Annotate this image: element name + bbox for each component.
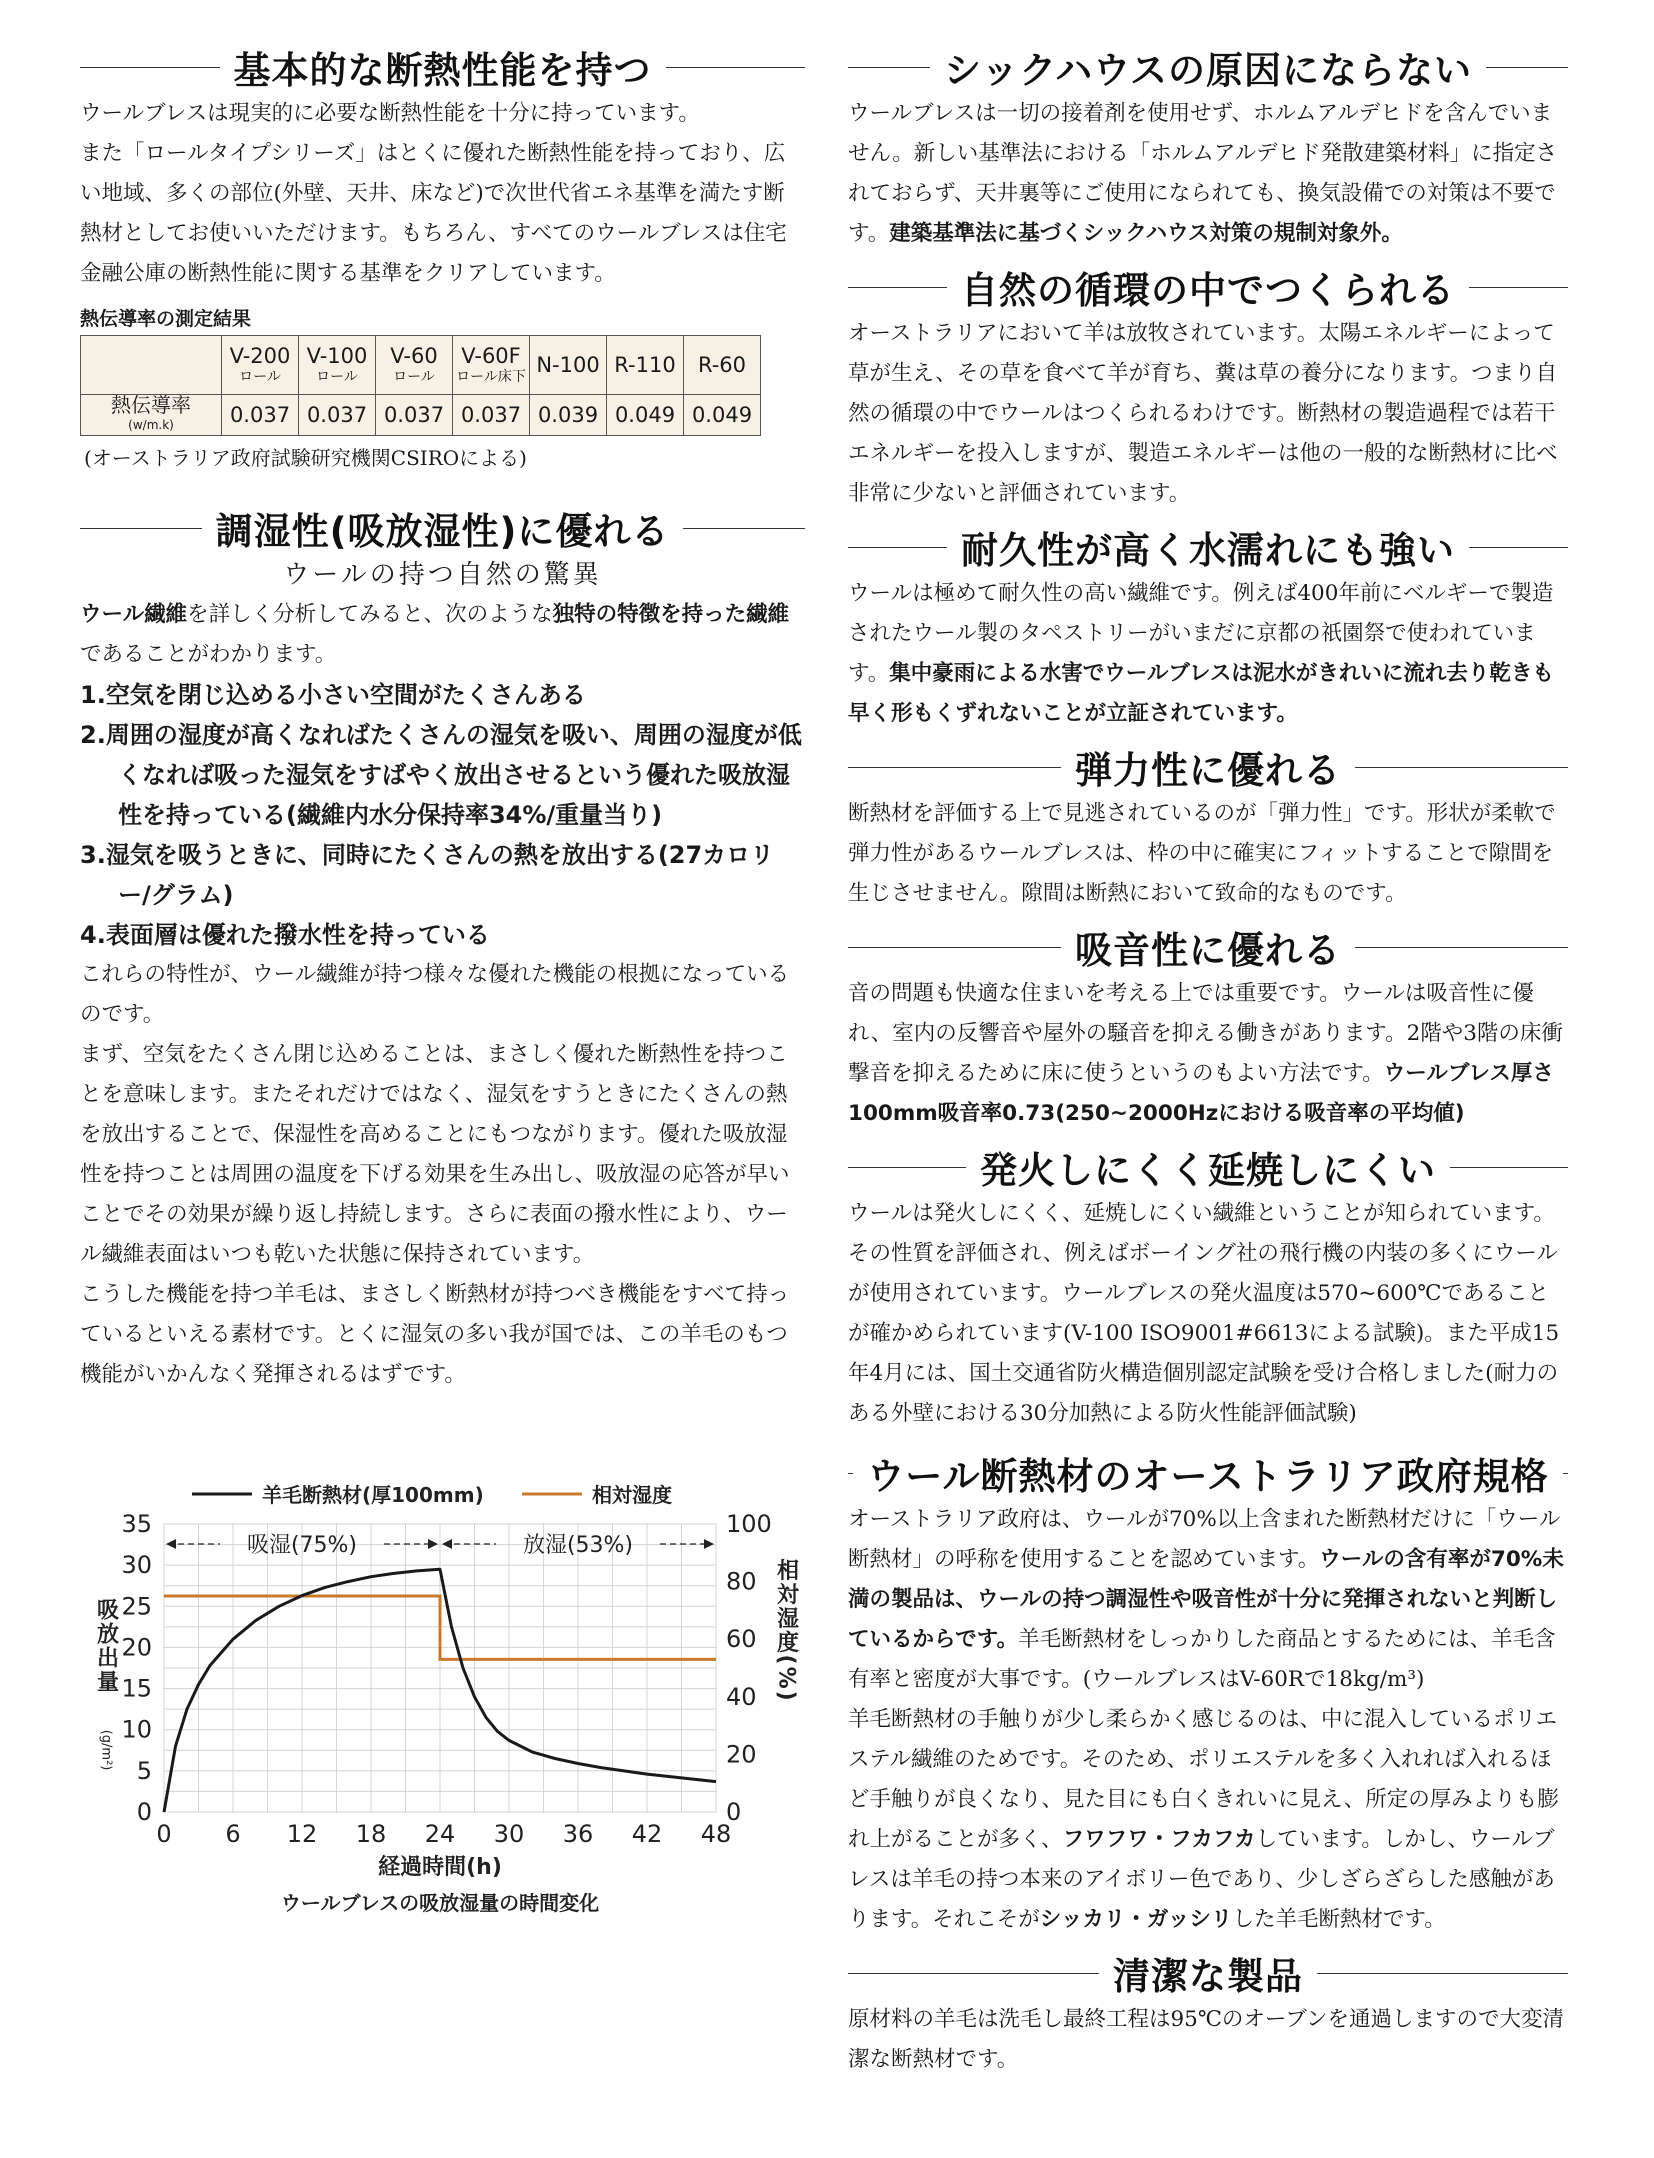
row-unit: (w/m.k) <box>128 418 174 432</box>
table-title: 熱伝導率の測定結果 <box>80 308 252 330</box>
text-run: 音の問題も快適な住まいを考える上では重要です。ウールは吸音性に優れ、室内の反響音や屋外の騒音を抑える働きがあります。2階や3階の床衝撃音を抑えるために床に使うというのもよい方法です。 <box>848 981 1563 1086</box>
section-title: 耐久性が高く水濡れにも強い <box>961 529 1455 572</box>
rule-line <box>848 287 947 288</box>
section-heading <box>848 40 1568 94</box>
x-tick-label: 36 <box>562 1820 594 1848</box>
x-tick-label: 0 <box>156 1820 172 1848</box>
model-name: N-100 <box>536 353 600 377</box>
model-type: ロール <box>393 369 435 385</box>
rule-line <box>848 67 930 68</box>
legend-label: 羊毛断熱材(厚100mm) <box>262 1483 484 1507</box>
section-heading <box>848 1446 1568 1500</box>
paragraph: これらの特性が、ウール繊維が持つ様々な優れた機能の根拠になっているのです。 <box>80 962 790 1027</box>
section-title: シックハウスの原因にならない <box>944 49 1472 92</box>
section-subtitle: ウールの持つ自然の驚異 <box>283 560 602 590</box>
section-title: ウール断熱材のオーストラリア政府規格 <box>867 1455 1549 1498</box>
section-title: 調湿性(吸放湿性)に優れる <box>215 510 670 553</box>
model-name: R-110 <box>614 353 676 377</box>
paragraph: ウールブレスは現実的に必要な断熱性能を十分に持っています。 <box>80 101 700 126</box>
conductivity-table <box>80 335 761 436</box>
text-run: ウールブレスは一切の接着剤を使用せず、ホルムアルデヒドを含んでいません。新しい基準法における「ホルムアルデヒド発散建築材料」に指定されておらず、天井裏等にご使用になられても、換気設備での対策は不要です。 <box>848 101 1558 246</box>
bold-text: ウールブレス厚さ100mm吸音率0.73(250~2000Hzにおける吸音率の平均値) <box>848 1061 1554 1126</box>
rule-line <box>848 547 947 548</box>
y-left-tick-label: 5 <box>136 1756 152 1785</box>
list-item: 4.表面層は優れた撥水性を持っている <box>80 921 490 949</box>
text-run: した羊毛断熱材です。 <box>1232 1907 1446 1932</box>
paragraph <box>848 94 1568 254</box>
model-header <box>299 336 376 395</box>
conductivity-value: 0.039 <box>530 395 607 436</box>
y-right-axis-title: 相対湿度(%) <box>773 1558 799 1703</box>
y-left-tick-label: 35 <box>121 1510 152 1538</box>
moisture-chart <box>80 1480 810 1940</box>
y-right-tick-label: 20 <box>726 1740 757 1769</box>
phase-label: 吸湿(75%) <box>246 1533 358 1558</box>
model-header <box>376 336 453 395</box>
conductivity-value: 0.037 <box>453 395 530 436</box>
rule-line <box>666 67 806 68</box>
rule-line <box>1469 547 1568 548</box>
y-left-tick-label: 10 <box>121 1715 152 1744</box>
conductivity-value: 0.037 <box>299 395 376 436</box>
model-name: V-100 <box>306 344 368 368</box>
conductivity-value: 0.049 <box>684 395 761 436</box>
section-title: 基本的な断熱性能を持つ <box>233 49 652 92</box>
section-heading <box>848 1946 1568 2000</box>
bold-text: 集中豪雨による水害でウールブレスは泥水がきれいに流れ去り乾きも早く形もくずれないことが立証されています。 <box>848 661 1554 726</box>
section-heading <box>80 40 805 94</box>
legend-label: 相対湿度 <box>592 1483 672 1507</box>
y-left-axis-unit: (g/m²) <box>98 1729 114 1771</box>
bold-text: 独特の特徴を持った繊維 <box>552 602 790 627</box>
x-tick-label: 30 <box>493 1820 525 1848</box>
chart-caption: ウールブレスの吸放湿量の時間変化 <box>280 1891 600 1915</box>
paragraph: また「ロールタイプシリーズ」はとくに優れた断熱性能を持っており、広い地域、多くの部位(外壁、天井、床など)で次世代省エネ基準を満たす断熱材としてお使いいただけます。もちろん、すべてのウールブレスは住宅金融公庫の断熱性能に関する基準をクリアしています。 <box>80 141 787 286</box>
text-run: ウールは極めて耐久性の高い繊維です。例えば400年前にベルギーで製造されたウール製のタペストリーがいまだに京都の祇園祭で使われています。 <box>848 581 1554 686</box>
text-run: を詳しく分析してみると、次のような <box>187 602 553 627</box>
paragraph: こうした機能を持つ羊毛は、まさしく断熱材が持つべき機能をすべて持っているといえる素材です。とくに湿気の多い我が国では、この羊毛のもつ機能がいかんなく発揮されるはずです。 <box>80 1282 790 1387</box>
table-note: (オーストラリア政府試験研究機関CSIROによる) <box>84 446 527 470</box>
conductivity-value: 0.037 <box>222 395 299 436</box>
rule-line <box>848 1167 966 1168</box>
rule-line <box>80 67 220 68</box>
model-name: R-60 <box>697 353 747 377</box>
rule-line <box>848 947 1061 948</box>
x-tick-label: 6 <box>225 1820 241 1848</box>
text-run: 羊毛断熱材をしっかりした商品とするためには、羊毛含有率と密度が大事です。(ウールブレスはV-60Rで18kg/m³) <box>848 1627 1556 1692</box>
y-left-tick-label: 30 <box>121 1551 152 1580</box>
list-item: 1.空気を閉じ込める小さい空間がたくさんある <box>80 681 586 709</box>
model-type: ロール <box>316 369 358 385</box>
row-header <box>81 395 222 436</box>
model-type: ロール <box>239 369 281 385</box>
rule-line <box>683 528 805 529</box>
phase-label: 放湿(53%) <box>522 1533 634 1558</box>
paragraph <box>848 1500 1568 1700</box>
y-left-tick-label: 0 <box>136 1798 152 1826</box>
right-column <box>848 0 1568 2080</box>
section-heading <box>848 520 1568 574</box>
section-title: 自然の循環の中でつくられる <box>961 269 1455 312</box>
paragraph <box>848 974 1568 1134</box>
section-title: 弾力性に優れる <box>1075 749 1341 792</box>
x-tick-label: 18 <box>355 1820 387 1848</box>
y-left-axis-title: 吸放出量 <box>93 1598 119 1695</box>
model-header <box>607 336 684 395</box>
text-run: であることがわかります。 <box>80 642 337 667</box>
bold-text: ウールの含有率が70%未満の製品は、ウールの持つ調湿性や吸音性が十分に発揮されないと判断しているからです。 <box>848 1547 1564 1652</box>
y-right-tick-label: 0 <box>726 1798 742 1826</box>
section-heading <box>848 740 1568 794</box>
rule-line <box>1469 287 1568 288</box>
bold-text: シッカリ・ガッシリ <box>1039 1907 1233 1932</box>
y-right-tick-label: 100 <box>726 1510 772 1538</box>
rule-line <box>80 528 202 529</box>
left-column <box>80 0 805 1395</box>
model-header <box>453 336 530 395</box>
y-left-tick-label: 25 <box>121 1592 152 1621</box>
rule-line <box>1486 67 1568 68</box>
y-left-tick-label: 15 <box>121 1674 152 1703</box>
section-title: 発火しにくく延焼しにくい <box>980 1149 1436 1192</box>
list-item: 3.湿気を吸うときに、同時にたくさんの熱を放出する(27カロリー/グラム) <box>80 841 775 909</box>
bold-text: 建築基準法に基づくシックハウス対策の規制対象外。 <box>889 221 1403 246</box>
rule-line <box>1317 1973 1568 1974</box>
model-name: V-60F <box>461 344 521 368</box>
paragraph <box>848 574 1568 734</box>
x-axis-title: 経過時間(h) <box>378 1855 502 1880</box>
x-tick-label: 12 <box>286 1820 318 1848</box>
text-run: オーストラリア政府は、ウールが70%以上含まれた断熱材だけに「ウール断熱材」の呼称を使用することを認めています。 <box>848 1507 1561 1572</box>
y-left-tick-label: 20 <box>121 1633 152 1662</box>
paragraph <box>848 1700 1568 1940</box>
paragraph: オーストラリアにおいて羊は放牧されています。太陽エネルギーによって草が生え、その草を食べて羊が育ち、糞は草の養分になります。つまり自然の循環の中でウールはつくられるわけです。断熱材の製造過程では若干エネルギーを投入しますが、製造エネルギーは他の一般的な断熱材に比べ非常に少ないと評価されています。 <box>848 321 1558 506</box>
x-tick-label: 42 <box>631 1820 663 1848</box>
y-right-tick-label: 80 <box>726 1567 757 1596</box>
section-heading <box>848 1140 1568 1194</box>
model-type: ロール床下 <box>456 369 526 385</box>
rule-line <box>1355 947 1568 948</box>
section-title: 清潔な製品 <box>1113 1955 1303 1998</box>
table-corner-cell <box>81 336 222 395</box>
x-tick-label: 48 <box>700 1820 732 1848</box>
model-header <box>684 336 761 395</box>
paragraph: 原材料の羊毛は洗毛し最終工程は95℃のオーブンを通過しますので大変清潔な断熱材です。 <box>848 2007 1564 2072</box>
rule-line <box>1355 767 1568 768</box>
model-header <box>222 336 299 395</box>
paragraph: ウールは発火しにくく、延焼しにくい繊維ということが知られています。その性質を評価され、例えばボーイング社の飛行機の内装の多くにウールが使用されています。ウールブレスの発火温度は570~600℃であることが確かめられています(V-100 ISO9001#6613による試験)。また平成15年4月には、国土交通省防火構造個別認定試験を受け合格しました(耐力のある外壁における30分加熱による防火性能評価試験) <box>848 1201 1560 1426</box>
intro-paragraph <box>80 595 805 675</box>
y-right-tick-label: 40 <box>726 1682 757 1711</box>
section-heading <box>848 920 1568 974</box>
section-heading <box>848 260 1568 314</box>
row-label: 熱伝導率 <box>111 393 191 417</box>
rule-line <box>848 1973 1099 1974</box>
rule-line <box>848 767 1061 768</box>
rule-line <box>1563 1473 1568 1474</box>
model-name: V-60 <box>390 344 438 368</box>
paragraph: まず、空気をたくさん閉じ込めることは、まさしく優れた断熱性を持つことを意味します。またそれだけではなく、湿気をすうときにたくさんの熱を放出することで、保湿性を高めることにもつながります。優れた吸放湿性を持つことは周囲の温度を下げる効果を生み出し、吸放湿の応答が早いことでその効果が繰り返し持続します。さらに表面の撥水性により、ウール繊維表面はいつも乾いた状態に保持されています。 <box>80 1042 790 1267</box>
text-run: しています。しかし、ウールブレスは羊毛の持つ本来のアイボリー色であり、少しざらざらした感触があります。それこそが <box>848 1827 1555 1932</box>
x-tick-label: 24 <box>424 1820 456 1848</box>
list-item: 2.周囲の湿度が高くなればたくさんの湿気を吸い、周囲の湿度が低くなれば吸った湿気をすばやく放出させるという優れた吸放湿性を持っている(繊維内水分保持率34%/重量当り) <box>80 721 802 829</box>
y-right-tick-label: 60 <box>726 1625 757 1654</box>
bold-text: フワフワ・フカフカ <box>1062 1827 1256 1852</box>
model-name: V-200 <box>229 344 291 368</box>
paragraph: 断熱材を評価する上で見逃されているのが「弾力性」です。形状が柔軟で弾力性があるウールブレスは、枠の中に確実にフィットすることで隙間を生じさせません。隙間は断熱において致命的なものです。 <box>848 801 1556 906</box>
feature-list <box>80 675 805 955</box>
conductivity-value: 0.037 <box>376 395 453 436</box>
bold-text: ウール繊維 <box>80 602 188 627</box>
conductivity-value: 0.049 <box>607 395 684 436</box>
text-run: 羊毛断熱材の手触りが少し柔らかく感じるのは、中に混入しているポリエステル繊維のためです。そのため、ポリエステルを多く入れれば入れるほど手触りが良くなり、見た目にも白くきれいに見え、所定の厚みよりも膨れ上がることが多く、 <box>848 1707 1559 1852</box>
section-title: 吸音性に優れる <box>1075 929 1341 972</box>
model-header <box>530 336 607 395</box>
rule-line <box>1450 1167 1568 1168</box>
section-heading <box>80 501 805 555</box>
